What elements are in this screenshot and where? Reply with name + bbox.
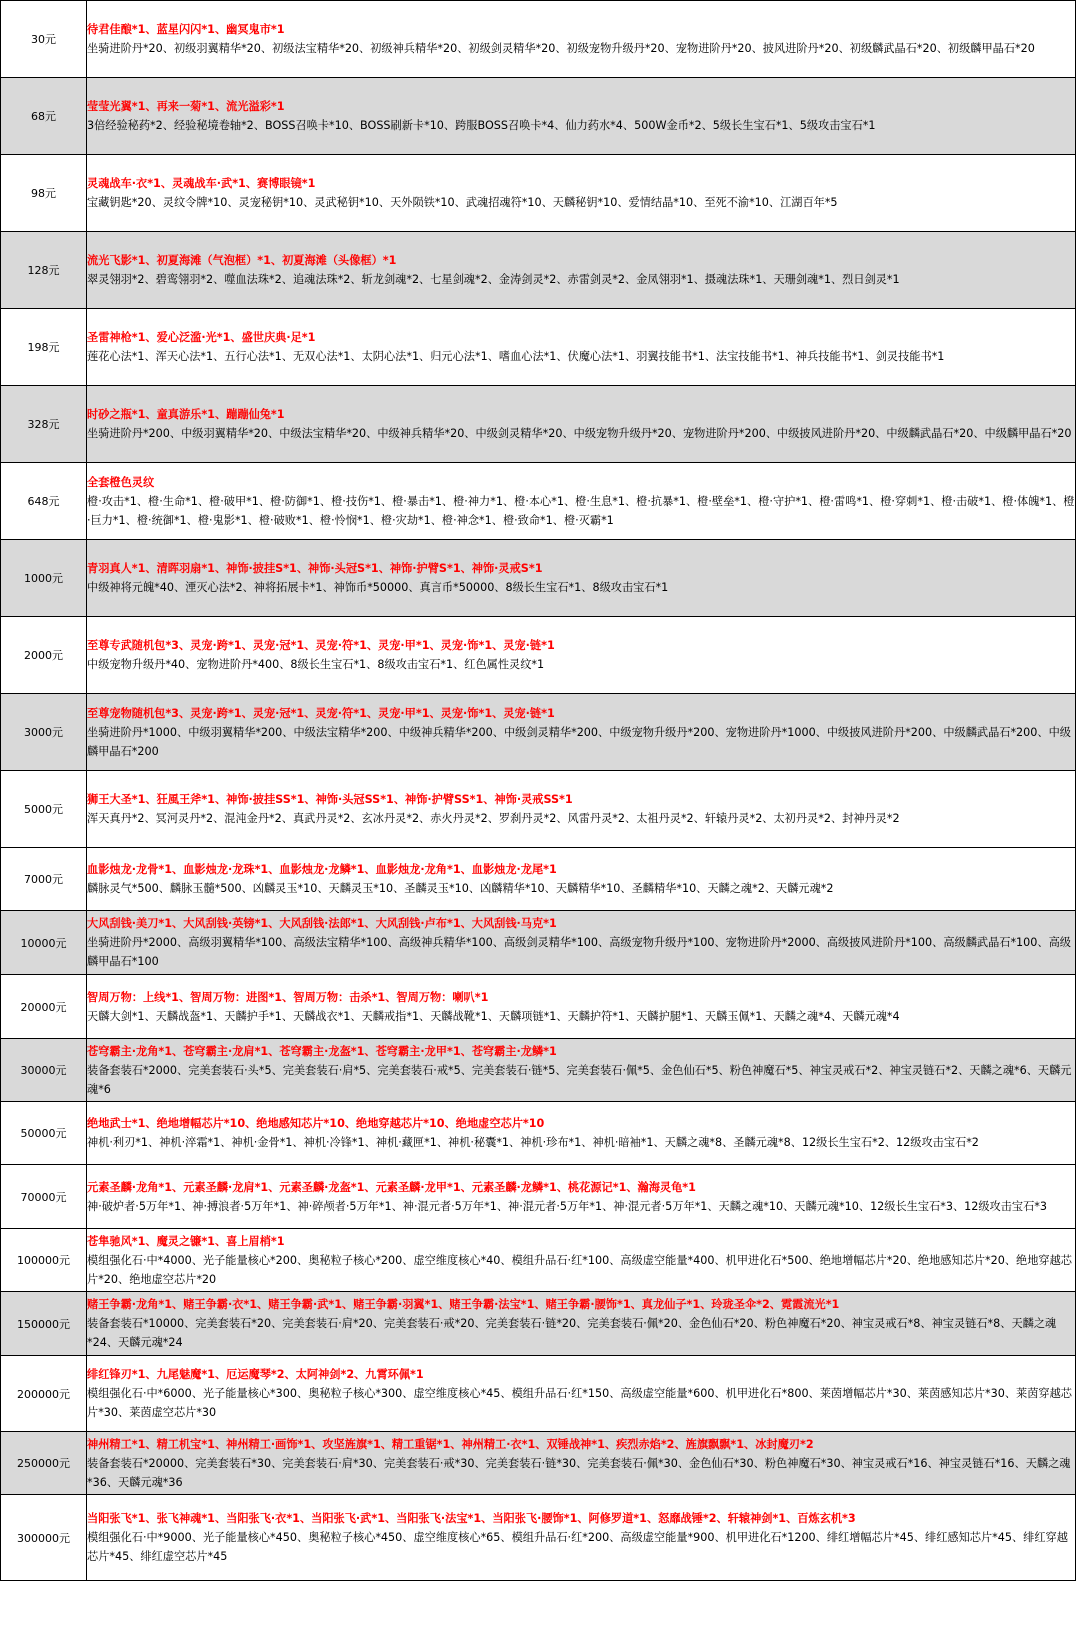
tier-amount: 198元 <box>1 309 87 386</box>
tier-amount: 70000元 <box>1 1165 87 1229</box>
reward-items: 天麟大剑*1、天麟战盔*1、天麟护手*1、天麟战衣*1、天麟戒指*1、天麟战靴*1、天麟项链*1、天麟护符*1、天麟护腿*1、天麟玉佩*1、天麟之魂*4、天麟元魂*4 <box>87 1009 900 1023</box>
featured-rewards: 至尊宠物随机包*3、灵宠·跨*1、灵宠·冠*1、灵宠·符*1、灵宠·甲*1、灵宠·饰*1、灵宠·链*1 <box>87 706 555 720</box>
tier-row <box>1 771 1076 848</box>
tier-amount: 10000元 <box>1 911 87 975</box>
reward-items: 浑天真丹*2、冥河灵丹*2、混沌金丹*2、真武丹灵*2、玄冰丹灵*2、赤火丹灵*2、罗刹丹灵*2、风雷丹灵*2、太祖丹灵*2、轩辕丹灵*2、太初丹灵*2、封神丹灵*2 <box>87 812 900 825</box>
tier-rewards <box>87 694 1076 771</box>
tier-row <box>1 1 1076 78</box>
featured-rewards: 青羽真人*1、清晖羽扇*1、神饰·披挂S*1、神饰·头冠S*1、神饰·护臂S*1、神饰·灵戒S*1 <box>87 562 543 575</box>
tier-amount: 648元 <box>1 463 87 540</box>
tier-rewards <box>87 1039 1076 1102</box>
featured-rewards: 苍穹霸主·龙角*1、苍穹霸主·龙肩*1、苍穹霸主·龙盔*1、苍穹霸主·龙甲*1、苍穹霸主·龙鳞*1 <box>87 1044 557 1058</box>
tier-rewards <box>87 386 1076 463</box>
tier-rewards <box>87 309 1076 386</box>
featured-rewards: 莹莹光翼*1、再来一菊*1、流光溢彩*1 <box>87 100 285 113</box>
tier-rewards <box>87 463 1076 540</box>
tier-rewards <box>87 911 1076 975</box>
reward-items: 麟脉灵气*500、麟脉玉髓*500、凶麟灵玉*10、天麟灵玉*10、圣麟灵玉*10、凶麟精华*10、天麟精华*10、圣麟精华*10、天麟之魂*2、天麟元魂*2 <box>87 882 834 895</box>
featured-rewards: 大风刮钱·美刀*1、大风刮钱·英镑*1、大风刮钱·法郎*1、大风刮钱·卢布*1、大风刮钱·马克*1 <box>87 917 557 930</box>
featured-rewards: 待君佳酿*1、蓝星闪闪*1、幽冥鬼市*1 <box>87 23 285 36</box>
tier-rewards <box>87 1292 1076 1356</box>
tier-amount: 100000元 <box>1 1229 87 1292</box>
tier-amount: 300000元 <box>1 1495 87 1581</box>
featured-rewards: 苍隼驰风*1、魔灵之镰*1、喜上眉梢*1 <box>87 1234 285 1248</box>
featured-rewards: 时砂之瓶*1、童真游乐*1、蹦蹦仙兔*1 <box>87 408 285 421</box>
featured-rewards: 绯红锋刃*1、九尾魅魔*1、厄运魔琴*2、太阿神剑*2、九霄环佩*1 <box>87 1368 424 1381</box>
reward-items: 3倍经验秘药*2、经验秘境卷轴*2、BOSS召唤卡*10、BOSS刷新卡*10、跨服BOSS召唤卡*4、仙力药水*4、500W金币*2、5级长生宝石*1、5级攻击宝石*1 <box>87 119 876 132</box>
tier-amount: 200000元 <box>1 1356 87 1432</box>
tier-row <box>1 911 1076 975</box>
tier-row <box>1 1495 1076 1581</box>
tier-row <box>1 1292 1076 1356</box>
featured-rewards: 灵魂战车·衣*1、灵魂战车·武*1、赛博眼镜*1 <box>87 177 316 190</box>
tier-amount: 68元 <box>1 78 87 155</box>
tier-row <box>1 232 1076 309</box>
reward-items: 坐骑进阶丹*1000、中级羽翼精华*200、中级法宝精华*200、中级神兵精华*200、中级剑灵精华*200、中级宠物升级丹*200、宠物进阶丹*1000、中级披风进阶丹*200、中级麟武晶石*200、中级麟甲晶石*200 <box>87 725 1071 758</box>
reward-items: 坐骑进阶丹*20、初级羽翼精华*20、初级法宝精华*20、初级神兵精华*20、初级剑灵精华*20、初级宠物升级丹*20、宠物进阶丹*20、披风进阶丹*20、初级麟武晶石*20、初级麟甲晶石*20 <box>87 42 1035 55</box>
tier-rewards <box>87 975 1076 1039</box>
reward-items: 神·破炉者·5万年*1、神·搏浪者·5万年*1、神·碎颅者·5万年*1、神·混元者·5万年*1、神·混元者·5万年*1、神·混元者·5万年*1、天麟之魂*10、天麟元魂*10、12级长生宝石*3、12级攻击宝石*3 <box>87 1199 1048 1213</box>
tier-row <box>1 694 1076 771</box>
tier-row <box>1 1165 1076 1229</box>
featured-rewards: 当阳张飞*1、张飞神魂*1、当阳张飞·衣*1、当阳张飞·武*1、当阳张飞·法宝*1、当阳张飞·腰饰*1、阿修罗道*1、怒靡战锤*2、轩辕神剑*1、百炼玄机*3 <box>87 1512 856 1525</box>
reward-items: 装备套装石*20000、完美套装石*30、完美套装石·肩*30、完美套装石·戒*30、完美套装石·链*30、完美套装石·佩*30、金色仙石*30、粉色神魔石*30、神宝灵戒石*16、神宝灵链石*16、天麟之魂*36、天麟元魂*36 <box>87 1456 1071 1489</box>
reward-items: 模组强化石·中*9000、光子能量核心*450、奥秘粒子核心*450、虚空维度核心*65、模组升品石·红*200、高级虚空能量*900、机甲进化石*1200、绯红增幅芯片*45、绯红感知芯片*45、绯红穿越芯片*45、绯红虚空芯片*45 <box>87 1531 1068 1563</box>
featured-rewards: 元素圣麟·龙角*1、元素圣麟·龙肩*1、元素圣麟·龙盔*1、元素圣麟·龙甲*1、元素圣麟·龙鳞*1、桃花源记*1、瀚海灵龟*1 <box>87 1180 696 1194</box>
tier-row <box>1 463 1076 540</box>
tier-row <box>1 78 1076 155</box>
tier-row <box>1 1229 1076 1292</box>
reward-items: 神机·利刃*1、神机·淬霜*1、神机·金骨*1、神机·冷锋*1、神机·藏匣*1、神机·秘囊*1、神机·珍布*1、神机·暗袖*1、天麟之魂*8、圣麟元魂*8、12级长生宝石*2、12级攻击宝石*2 <box>87 1136 979 1149</box>
reward-items: 坐骑进阶丹*2000、高级羽翼精华*100、高级法宝精华*100、高级神兵精华*100、高级剑灵精华*100、高级宠物升级丹*100、宠物进阶丹*2000、高级披风进阶丹*100、高级麟武晶石*100、高级麟甲晶石*100 <box>87 936 1071 968</box>
featured-rewards: 至尊专武随机包*3、灵宠·跨*1、灵宠·冠*1、灵宠·符*1、灵宠·甲*1、灵宠·饰*1、灵宠·链*1 <box>87 639 555 652</box>
tier-row <box>1 975 1076 1039</box>
tier-rewards <box>87 1356 1076 1432</box>
tier-amount: 250000元 <box>1 1432 87 1495</box>
featured-rewards: 神州精工*1、精工机宝*1、神州精工·画饰*1、攻坚旌旗*1、精工重锯*1、神州精工·衣*1、双锤战神*1、疾烈赤焰*2、旌旗飘飘*1、冰封魔刃*2 <box>87 1437 814 1451</box>
reward-tier-body <box>1 1 1076 1581</box>
tier-rewards <box>87 617 1076 694</box>
reward-items: 装备套装石*10000、完美套装石*20、完美套装石·肩*20、完美套装石·戒*20、完美套装石·链*20、完美套装石·佩*20、金色仙石*20、粉色神魔石*20、神宝灵戒石*8、神宝灵链石*8、天麟之魂*24、天麟元魂*24 <box>87 1317 1057 1349</box>
tier-row <box>1 617 1076 694</box>
tier-rewards <box>87 1 1076 78</box>
featured-rewards: 流光飞影*1、初夏海滩（气泡框）*1、初夏海滩（头像框）*1 <box>87 254 397 267</box>
tier-rewards <box>87 1102 1076 1165</box>
reward-items: 坐骑进阶丹*200、中级羽翼精华*20、中级法宝精华*20、中级神兵精华*20、中级剑灵精华*20、中级宠物升级丹*20、宠物进阶丹*200、中级披风进阶丹*20、中级麟武晶石*20、中级麟甲晶石*20 <box>87 427 1072 440</box>
tier-rewards <box>87 848 1076 911</box>
tier-rewards <box>87 232 1076 309</box>
tier-rewards <box>87 78 1076 155</box>
tier-rewards <box>87 1432 1076 1495</box>
reward-items: 翠灵翎羽*2、碧鸾翎羽*2、噬血法珠*2、追魂法珠*2、斩龙剑魂*2、七星剑魂*2、金涛剑灵*2、赤雷剑灵*2、金凤翎羽*1、摄魂法珠*1、天珊剑魂*1、烈日剑灵*1 <box>87 273 900 286</box>
featured-rewards: 狮王大圣*1、狂風王斧*1、神饰·披挂SS*1、神饰·头冠SS*1、神饰·护臂SS*1、神饰·灵戒SS*1 <box>87 793 573 806</box>
featured-rewards: 圣雷神枪*1、爱心泛滥·光*1、盛世庆典·足*1 <box>87 331 316 344</box>
tier-row <box>1 386 1076 463</box>
tier-rewards <box>87 1165 1076 1229</box>
tier-amount: 20000元 <box>1 975 87 1039</box>
tier-row <box>1 1039 1076 1102</box>
tier-amount: 98元 <box>1 155 87 232</box>
tier-amount: 150000元 <box>1 1292 87 1356</box>
tier-amount: 328元 <box>1 386 87 463</box>
tier-amount: 50000元 <box>1 1102 87 1165</box>
tier-rewards <box>87 771 1076 848</box>
reward-items: 中级宠物升级丹*40、宠物进阶丹*400、8级长生宝石*1、8级攻击宝石*1、红色属性灵纹*1 <box>87 658 545 671</box>
tier-amount: 30000元 <box>1 1039 87 1102</box>
tier-rewards <box>87 1495 1076 1581</box>
reward-items: 橙·攻击*1、橙·生命*1、橙·破甲*1、橙·防御*1、橙·技伤*1、橙·暴击*1、橙·神力*1、橙·本心*1、橙·生息*1、橙·抗暴*1、橙·壁垒*1、橙·守护*1、橙·雷鸣*1、橙·穿刺*1、橙·击破*1、橙·体魄*1、橙·巨力*1、橙·统御*1、橙·鬼影*1、橙·破败*1、橙·怜悯*1、橙·灾劫*1、橙·神念*1、橙·致命*1、橙·灭霸*1 <box>87 494 1075 527</box>
tier-amount: 2000元 <box>1 617 87 694</box>
tier-amount: 128元 <box>1 232 87 309</box>
reward-items: 模组强化石·中*4000、光子能量核心*200、奥秘粒子核心*200、虚空维度核心*40、模组升品石·红*100、高级虚空能量*400、机甲进化石*500、绝地增幅芯片*20、绝地感知芯片*20、绝地穿越芯片*20、绝地虚空芯片*20 <box>87 1253 1072 1286</box>
reward-items: 莲花心法*1、浑天心法*1、五行心法*1、无双心法*1、太阴心法*1、归元心法*1、嗜血心法*1、伏魔心法*1、羽翼技能书*1、法宝技能书*1、神兵技能书*1、剑灵技能书*1 <box>87 350 945 363</box>
tier-rewards <box>87 1229 1076 1292</box>
tier-amount: 3000元 <box>1 694 87 771</box>
reward-items: 宝藏钥匙*20、灵纹令牌*10、灵宠秘钥*10、灵武秘钥*10、天外陨铁*10、武魂招魂符*10、天麟秘钥*10、爱情结晶*10、至死不渝*10、江湖百年*5 <box>87 196 838 209</box>
tier-row <box>1 1102 1076 1165</box>
featured-rewards: 赌王争霸·龙角*1、赌王争霸·衣*1、赌王争霸·武*1、赌王争霸·羽翼*1、赌王争霸·法宝*1、赌王争霸·腰饰*1、真龙仙子*1、玲珑圣伞*2、霓霞流光*1 <box>87 1298 840 1311</box>
tier-row <box>1 1432 1076 1495</box>
tier-row <box>1 848 1076 911</box>
tier-rewards <box>87 540 1076 617</box>
tier-row <box>1 309 1076 386</box>
tier-row <box>1 155 1076 232</box>
featured-rewards: 全套橙色灵纹 <box>87 475 155 489</box>
tier-row <box>1 1356 1076 1432</box>
tier-amount: 7000元 <box>1 848 87 911</box>
reward-items: 装备套装石*2000、完美套装石·头*5、完美套装石·肩*5、完美套装石·戒*5、完美套装石·链*5、完美套装石·佩*5、金色仙石*5、粉色神魔石*5、神宝灵戒石*2、神宝灵链石*2、天麟之魂*6、天麟元魂*6 <box>87 1063 1072 1096</box>
reward-items: 模组强化石·中*6000、光子能量核心*300、奥秘粒子核心*300、虚空维度核心*45、模组升品石·红*150、高级虚空能量*600、机甲进化石*800、莱茵增幅芯片*30、莱茵感知芯片*30、莱茵穿越芯片*30、莱茵虚空芯片*30 <box>87 1387 1072 1419</box>
tier-rewards <box>87 155 1076 232</box>
tier-row <box>1 540 1076 617</box>
featured-rewards: 智周万物：上线*1、智周万物：进图*1、智周万物：击杀*1、智周万物：喇叭*1 <box>87 990 489 1004</box>
tier-amount: 5000元 <box>1 771 87 848</box>
tier-amount: 1000元 <box>1 540 87 617</box>
tier-amount: 30元 <box>1 1 87 78</box>
reward-items: 中级神将元魄*40、湮灭心法*2、神将拓展卡*1、神饰币*50000、真言币*50000、8级长生宝石*1、8级攻击宝石*1 <box>87 581 669 594</box>
featured-rewards: 绝地武士*1、绝地增幅芯片*10、绝地感知芯片*10、绝地穿越芯片*10、绝地虚空芯片*10 <box>87 1117 545 1130</box>
featured-rewards: 血影烛龙·龙骨*1、血影烛龙·龙珠*1、血影烛龙·龙鳞*1、血影烛龙·龙角*1、血影烛龙·龙尾*1 <box>87 863 557 876</box>
